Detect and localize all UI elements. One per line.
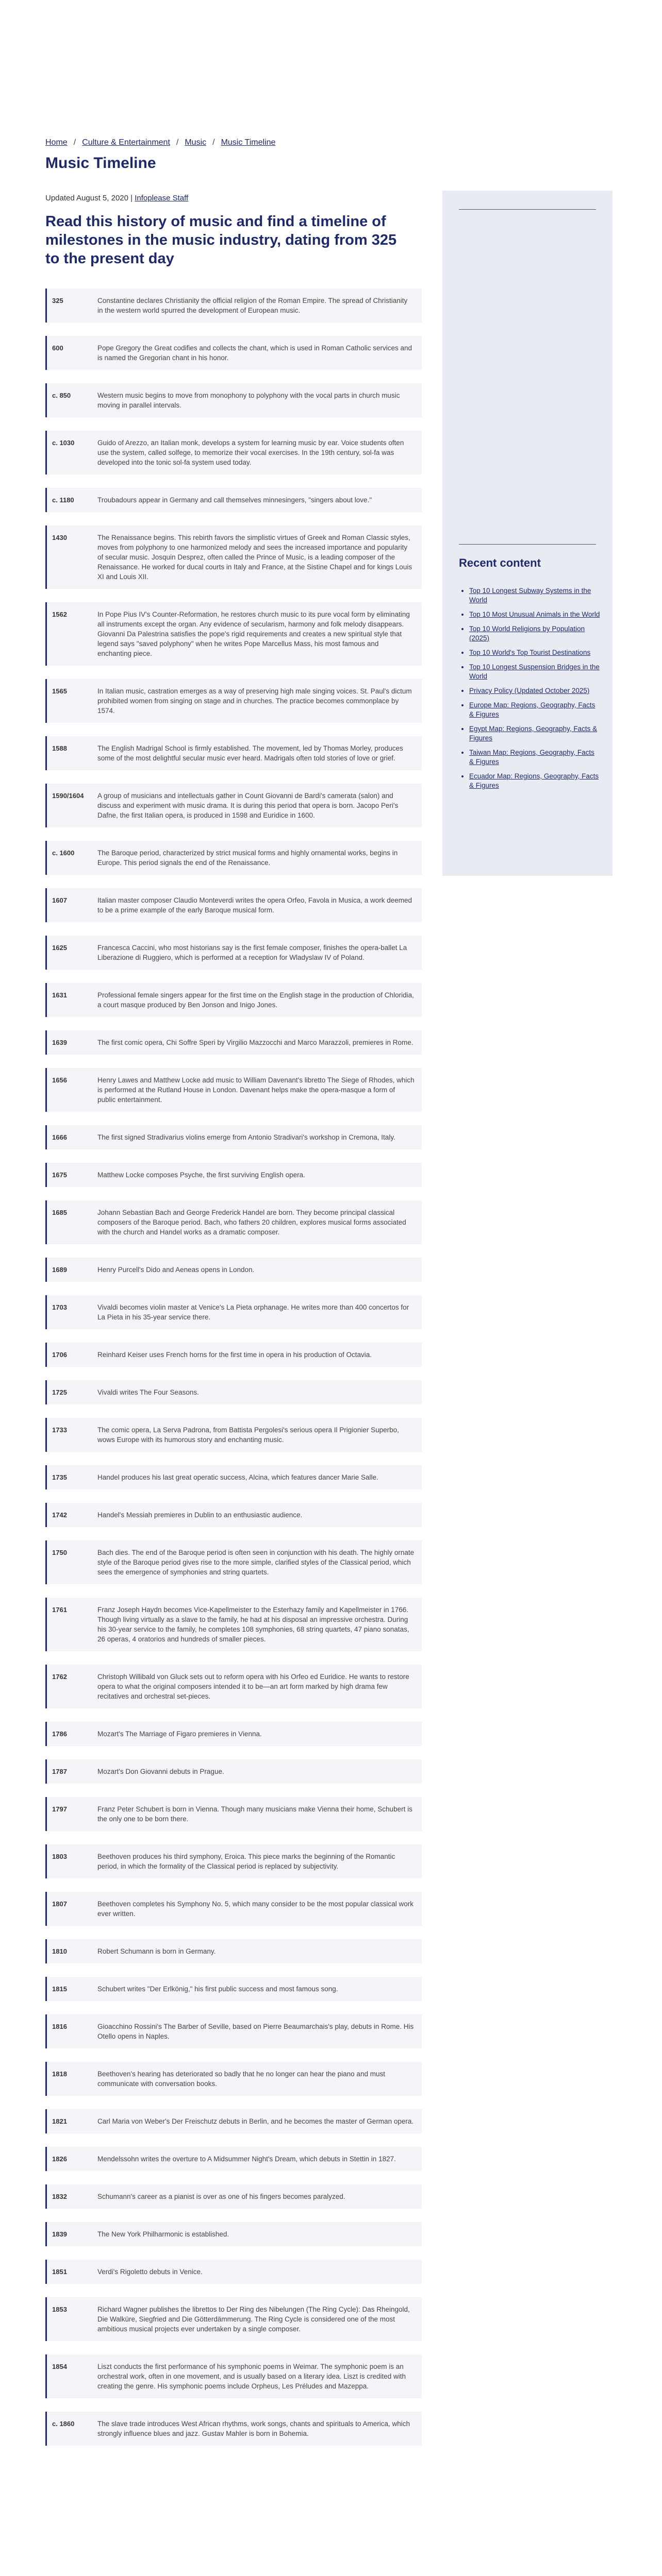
timeline-entry bbox=[45, 2297, 422, 2341]
recent-content-item bbox=[469, 701, 600, 719]
timeline-text: Beethoven produces his third symphony, Eroica. This piece marks the beginning of the Romantic period, in which the formality of the Classical period is replaced by subjectivity. bbox=[97, 1853, 395, 1870]
recent-content-link[interactable]: Top 10 World Religions by Population (2025) bbox=[469, 625, 585, 642]
timeline-year: 1689 bbox=[52, 1266, 67, 1274]
timeline-entry bbox=[45, 1939, 422, 1963]
timeline-entry bbox=[45, 1258, 422, 1282]
timeline-entry bbox=[45, 2354, 422, 2398]
timeline-text: Johann Sebastian Bach and George Frederick Handel are born. They become principal classical composers of the Baroque period. Bach, who fathers 20 children, explores musical forms associated with the church and Handel works as a dramatic composer. bbox=[97, 1209, 406, 1236]
timeline-year: 1735 bbox=[52, 1473, 67, 1481]
timeline-text: The first comic opera, Chi Soffre Speri by Virgilio Mazzocchi and Marco Marazzoli, premieres in Rome. bbox=[97, 1039, 413, 1046]
timeline-entry bbox=[45, 936, 422, 970]
timeline-entry bbox=[45, 1665, 422, 1708]
timeline-year: 1851 bbox=[52, 2268, 67, 2276]
timeline-entry bbox=[45, 1380, 422, 1404]
timeline-text: Robert Schumann is born in Germany. bbox=[97, 1947, 216, 1955]
timeline-text: The English Madrigal School is firmly established. The movement, led by Thomas Morley, produces some of the most delightful secular music ever heard. Madrigals often told stories of love or grief. bbox=[97, 744, 403, 762]
timeline-text: Franz Peter Schubert is born in Vienna. Though many musicians make Vienna their home, Schubert is the only one to be born there. bbox=[97, 1805, 412, 1823]
recent-content-item bbox=[469, 748, 600, 767]
breadcrumb-current-link[interactable]: Music Timeline bbox=[221, 138, 276, 147]
timeline-entry bbox=[45, 1125, 422, 1149]
timeline-text: Henry Purcell's Dido and Aeneas opens in London. bbox=[97, 1266, 255, 1274]
timeline-entry bbox=[45, 2222, 422, 2246]
timeline-entry bbox=[45, 2412, 422, 2446]
recent-content-item bbox=[469, 724, 600, 743]
timeline-entry bbox=[45, 2109, 422, 2133]
timeline-entry bbox=[45, 289, 422, 323]
timeline-entry bbox=[45, 336, 422, 370]
recent-content-item bbox=[469, 772, 600, 790]
page-title: Music Timeline bbox=[45, 155, 156, 172]
timeline-text: Vivaldi becomes violin master at Venice's La Pieta orphanage. He writes more than 400 concertos for La Pieta in his 35-year service there. bbox=[97, 1303, 409, 1321]
breadcrumb-separator: / bbox=[176, 138, 179, 147]
timeline-text: Guido of Arezzo, an Italian monk, develops a system for learning music by ear. Voice students often use the system, called solfege, to memorize their vocal exercises. In the 19th century, sol-fa was developed into the tonic sol-fa system used today. bbox=[97, 439, 404, 466]
timeline-year: 1430 bbox=[52, 534, 67, 541]
timeline-text: Franz Joseph Haydn becomes Vice-Kapellmeister to the Esterhazy family and Kapellmeister in 1766. Though living virtually as a slave to the family, he had at his disposal an impressive orchestra. During his 30-year service to the family, he completes 108 symphonies, 68 string quartets, 47 piano sonatas, 26 operas, 4 oratorios and hundreds of smaller pieces. bbox=[97, 1606, 409, 1643]
timeline-entry bbox=[45, 1343, 422, 1367]
timeline-text: Mendelssohn writes the overture to A Midsummer Night's Dream, which debuts in Stettin in 1827. bbox=[97, 2155, 396, 2163]
recent-content-item bbox=[469, 586, 600, 605]
timeline-year: 1607 bbox=[52, 896, 67, 904]
timeline-entry bbox=[45, 1295, 422, 1329]
timeline-entry bbox=[45, 1892, 422, 1926]
timeline-year: 1733 bbox=[52, 1426, 67, 1434]
timeline-text: Bach dies. The end of the Baroque period is often seen in conjunction with his death. The highly ornate style of the Baroque period gives rise to the more simple, clarified styles of the Classical period, which sees the emergence of symphonies and string quartets. bbox=[97, 1549, 415, 1576]
timeline-year: 1706 bbox=[52, 1351, 67, 1359]
breadcrumb-category-link[interactable]: Music bbox=[185, 138, 207, 147]
timeline-text: Pope Gregory the Great codifies and collects the chant, which is used in Roman Catholic services and is named the Gregorian chant in his honor. bbox=[97, 344, 412, 362]
timeline-year: 1787 bbox=[52, 1768, 67, 1775]
recent-content-link[interactable]: Europe Map: Regions, Geography, Facts & Figures bbox=[469, 701, 595, 718]
timeline-text: The first signed Stradivarius violins emerge from Antonio Stradivari's workshop in Cremona, Italy. bbox=[97, 1133, 395, 1141]
timeline-text: Mozart's Don Giovanni debuts in Prague. bbox=[97, 1768, 224, 1775]
sidebar-divider bbox=[459, 209, 596, 210]
breadcrumb-separator: / bbox=[212, 138, 215, 147]
timeline-text: Liszt conducts the first performance of his symphonic poems in Weimar. The symphonic poem is an orchestral work, often in one movement, and is usually based on a literary idea. Liszt is credited with creating the genre. His symphonic poems include Orpheus, Les Préludes and Mazeppa. bbox=[97, 2363, 406, 2390]
timeline-text: Handel produces his last great operatic success, Alcina, which features dancer Marie Salle. bbox=[97, 1473, 378, 1481]
timeline-text: Verdi's Rigoletto debuts in Venice. bbox=[97, 2268, 203, 2276]
timeline-entry bbox=[45, 2260, 422, 2284]
timeline-entry bbox=[45, 679, 422, 723]
timeline-entry bbox=[45, 2184, 422, 2209]
timeline-entry bbox=[45, 383, 422, 417]
timeline-year: 1797 bbox=[52, 1805, 67, 1813]
breadcrumb bbox=[45, 138, 275, 147]
timeline-text: The slave trade introduces West African rhythms, work songs, chants and spirituals to America, which strongly influence blues and jazz. Gustav Mahler is born in Bohemia. bbox=[97, 2420, 410, 2437]
timeline-year: c. 1180 bbox=[52, 496, 74, 504]
timeline-year: 1666 bbox=[52, 1133, 67, 1141]
timeline-year: 1703 bbox=[52, 1303, 67, 1311]
timeline-text: Matthew Locke composes Psyche, the first surviving English opera. bbox=[97, 1171, 305, 1179]
timeline-year: 1807 bbox=[52, 1900, 67, 1908]
timeline-year: 1761 bbox=[52, 1606, 67, 1614]
timeline-year: 1639 bbox=[52, 1039, 67, 1046]
timeline-entry bbox=[45, 1503, 422, 1527]
timeline-entry bbox=[45, 1418, 422, 1452]
timeline-entry bbox=[45, 841, 422, 875]
timeline-entry bbox=[45, 1030, 422, 1055]
timeline-entry bbox=[45, 784, 422, 827]
timeline-year: 1685 bbox=[52, 1209, 67, 1216]
timeline-text: Italian master composer Claudio Monteverdi writes the opera Orfeo, Favola in Musica, a work deemed to be a prime example of the early Baroque musical form. bbox=[97, 896, 412, 914]
timeline-year: 1854 bbox=[52, 2363, 67, 2370]
timeline-year: c. 1030 bbox=[52, 439, 75, 447]
timeline-entry bbox=[45, 1722, 422, 1746]
timeline-entry bbox=[45, 1977, 422, 2001]
timeline-text: Henry Lawes and Matthew Locke add music to William Davenant's libretto The Siege of Rhodes, which is performed at the Rutland House in London. Davenant helps make the opera-masque a form of public entertainment. bbox=[97, 1076, 415, 1104]
timeline-entry bbox=[45, 526, 422, 589]
sidebar-divider bbox=[459, 544, 596, 545]
breadcrumb-home-link[interactable]: Home bbox=[45, 138, 68, 147]
updated-meta bbox=[45, 194, 188, 202]
timeline-list bbox=[45, 289, 422, 2459]
timeline-text: Constantine declares Christianity the official religion of the Roman Empire. The spread of Christianity in the western world spurred the development of European music. bbox=[97, 297, 408, 314]
timeline-year: 1631 bbox=[52, 991, 67, 999]
timeline-year: 1839 bbox=[52, 2230, 67, 2238]
author-link[interactable]: Infoplease Staff bbox=[135, 194, 189, 202]
timeline-text: Francesca Caccini, who most historians say is the first female composer, finishes the opera-ballet La Liberazione di Ruggiero, which is performed at a reception for Wladyslaw IV of Poland. bbox=[97, 944, 407, 961]
timeline-year: 1821 bbox=[52, 2117, 67, 2125]
timeline-entry bbox=[45, 1540, 422, 1584]
timeline-year: c. 850 bbox=[52, 392, 71, 399]
timeline-entry bbox=[45, 2014, 422, 2048]
timeline-entry bbox=[45, 736, 422, 770]
recent-content-link[interactable]: Ecuador Map: Regions, Geography, Facts & Figures bbox=[469, 772, 599, 789]
timeline-year: 1818 bbox=[52, 2070, 67, 2078]
timeline-text: The Renaissance begins. This rebirth favors the simplistic virtues of Greek and Roman Classic styles, moves from polyphony to one harmonized melody and sees the increased importance and popularity of secular music. Josquin Desprez, often called the Prince of Music, is a leading composer of the Renaissance. He worked for ducal courts in Italy and France, at the Sistine Chapel and for kings Louis XI and Louis XII. bbox=[97, 534, 412, 581]
recent-content-link[interactable]: Top 10 World's Top Tourist Destinations bbox=[469, 649, 591, 656]
timeline-year: 1750 bbox=[52, 1549, 67, 1556]
timeline-text: Schumann's career as a pianist is over as one of his fingers becomes paralyzed. bbox=[97, 2193, 345, 2200]
timeline-entry bbox=[45, 1598, 422, 1651]
timeline-text: Richard Wagner publishes the librettos to Der Ring des Nibelungen (The Ring Cycle): Das Rheingold, Die Walküre, Siegfried and Die Götterdämmerung. The Ring Cycle is considered one of the most ambitious musical projects ever undertaken by a single composer. bbox=[97, 2306, 410, 2333]
recent-content-item bbox=[469, 624, 600, 643]
timeline-year: 1810 bbox=[52, 1947, 67, 1955]
timeline-text: Professional female singers appear for the first time on the English stage in the production of Chloridia, a court masque produced by Ben Jonson and Inigo Jones. bbox=[97, 991, 414, 1009]
timeline-year: 1832 bbox=[52, 2193, 67, 2200]
timeline-text: The New York Philharmonic is established. bbox=[97, 2230, 229, 2238]
timeline-text: In Pope Pius IV's Counter-Reformation, he restores church music to its pure vocal form by eliminating all instruments except the organ. Any evidence of secularism, harmony and folk melody disappears. Giovanni Da Palestrina satisfies the pope's rigid requirements and creates a new spiritual style that legend says "saved polyphony" when he writes Pope Marcellus Mass, his most famous and enchanting piece. bbox=[97, 611, 410, 657]
timeline-entry bbox=[45, 431, 422, 474]
recent-content-item bbox=[469, 686, 600, 696]
timeline-entry bbox=[45, 1163, 422, 1187]
timeline-year: 1656 bbox=[52, 1076, 67, 1084]
timeline-text: In Italian music, castration emerges as a way of preserving high male singing voices. St. Paul's dictum prohibited women from singing on stage and in churches. The practice becomes commonplace by 1574. bbox=[97, 687, 412, 715]
timeline-entry bbox=[45, 888, 422, 922]
timeline-entry bbox=[45, 1759, 422, 1784]
recent-content-item bbox=[469, 648, 600, 657]
timeline-entry bbox=[45, 2062, 422, 2096]
timeline-year: 1590/1604 bbox=[52, 792, 84, 800]
timeline-text: Mozart's The Marriage of Figaro premieres in Vienna. bbox=[97, 1730, 262, 1738]
article-headline: Read this history of music and find a timeline of milestones in the music industry, dating from 325 to the present day bbox=[45, 213, 397, 267]
timeline-year: 1853 bbox=[52, 2306, 67, 2313]
recent-content-item bbox=[469, 610, 600, 619]
recent-content-link[interactable]: Egypt Map: Regions, Geography, Facts & Figures bbox=[469, 725, 598, 742]
recent-content-title: Recent content bbox=[459, 556, 541, 569]
recent-content-link[interactable]: Top 10 Longest Suspension Bridges in the World bbox=[469, 663, 600, 680]
timeline-entry bbox=[45, 488, 422, 512]
timeline-year: 1565 bbox=[52, 687, 67, 695]
timeline-entry bbox=[45, 1465, 422, 1489]
recent-content-item bbox=[469, 663, 600, 681]
timeline-entry bbox=[45, 983, 422, 1017]
timeline-text: Reinhard Keiser uses French horns for the first time in opera in his production of Octavia. bbox=[97, 1351, 372, 1359]
timeline-text: The Baroque period, characterized by strict musical forms and highly ornamental works, begins in Europe. This period signals the end of the Renaissance. bbox=[97, 849, 398, 867]
timeline-entry bbox=[45, 1844, 422, 1878]
timeline-year: 1803 bbox=[52, 1853, 67, 1860]
timeline-year: 1762 bbox=[52, 1673, 67, 1681]
recent-content-list bbox=[469, 586, 600, 795]
timeline-text: A group of musicians and intellectuals gather in Count Giovanni de Bardi's camerata (salon) and discuss and experiment with music drama. It is during this period that opera is born. Jacopo Peri's Dafne, the first Italian opera, is produced in 1598 and Euridice in 1600. bbox=[97, 792, 399, 819]
timeline-entry bbox=[45, 1797, 422, 1831]
timeline-year: 1826 bbox=[52, 2155, 67, 2163]
timeline-text: Beethoven completes his Symphony No. 5, which many consider to be the most popular classical work ever written. bbox=[97, 1900, 414, 1918]
recent-content-link[interactable]: Top 10 Longest Subway Systems in the World bbox=[469, 587, 591, 604]
timeline-year: 1675 bbox=[52, 1171, 67, 1179]
updated-date: Updated August 5, 2020 | bbox=[45, 194, 133, 202]
recent-content-link[interactable]: Taiwan Map: Regions, Geography, Facts & Figures bbox=[469, 749, 594, 766]
timeline-year: 600 bbox=[52, 344, 63, 352]
timeline-year: 1816 bbox=[52, 2023, 67, 2030]
timeline-text: Western music begins to move from monophony to polyphony with the vocal parts in church music moving in parallel intervals. bbox=[97, 392, 400, 409]
timeline-year: 1742 bbox=[52, 1511, 67, 1519]
timeline-year: 1725 bbox=[52, 1388, 67, 1396]
timeline-text: Troubadours appear in Germany and call themselves minnesingers, "singers about love." bbox=[97, 496, 372, 504]
sidebar bbox=[442, 191, 613, 876]
timeline-year: 1786 bbox=[52, 1730, 67, 1738]
timeline-entry bbox=[45, 2147, 422, 2171]
timeline-entry bbox=[45, 1068, 422, 1112]
timeline-text: Handel's Messiah premieres in Dublin to an enthusiastic audience. bbox=[97, 1511, 303, 1519]
timeline-text: Vivaldi writes The Four Seasons. bbox=[97, 1388, 199, 1396]
timeline-text: The comic opera, La Serva Padrona, from Battista Pergolesi's serious opera Il Prigionier Superbo, wows Europe with its humorous story and enchanting music. bbox=[97, 1426, 399, 1444]
breadcrumb-section-link[interactable]: Culture & Entertainment bbox=[82, 138, 170, 147]
breadcrumb-separator: / bbox=[73, 138, 76, 147]
timeline-text: Carl Maria von Weber's Der Freischutz debuts in Berlin, and he becomes the master of German opera. bbox=[97, 2117, 414, 2125]
timeline-text: Schubert writes "Der Erlkönig," his first public success and most famous song. bbox=[97, 1985, 338, 1993]
recent-content-link[interactable]: Top 10 Most Unusual Animals in the World bbox=[469, 611, 600, 618]
timeline-year: 1588 bbox=[52, 744, 67, 752]
timeline-text: Gioacchino Rossini's The Barber of Seville, based on Pierre Beaumarchais's play, debuts in Rome. His Otello opens in Naples. bbox=[97, 2023, 414, 2040]
timeline-year: 1815 bbox=[52, 1985, 67, 1993]
timeline-text: Beethoven's hearing has deteriorated so badly that he no longer can hear the piano and must communicate with conversation books. bbox=[97, 2070, 385, 2088]
timeline-entry bbox=[45, 1200, 422, 1244]
timeline-entry bbox=[45, 602, 422, 666]
timeline-year: 1562 bbox=[52, 611, 67, 618]
recent-content-link[interactable]: Privacy Policy (Updated October 2025) bbox=[469, 687, 590, 694]
timeline-year: 1625 bbox=[52, 944, 67, 952]
timeline-year: c. 1600 bbox=[52, 849, 75, 857]
timeline-year: 325 bbox=[52, 297, 63, 304]
timeline-year: c. 1860 bbox=[52, 2420, 75, 2428]
timeline-text: Christoph Willibald von Gluck sets out to reform opera with his Orfeo ed Euridice. He wants to restore opera to what the original composers intended it to be—an art form marked by high drama few recitatives and orchestral set-pieces. bbox=[97, 1673, 409, 1700]
